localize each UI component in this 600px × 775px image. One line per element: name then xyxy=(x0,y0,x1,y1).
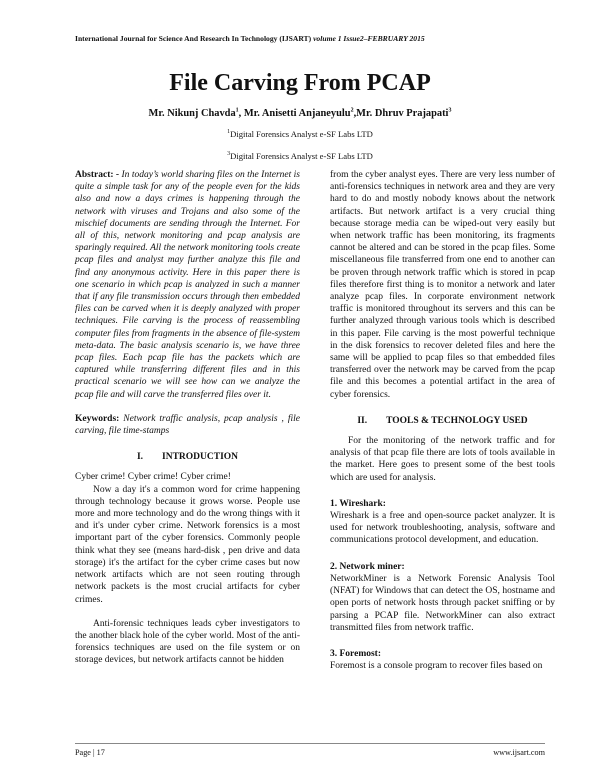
tools-intro: For the monitoring of the network traffic and for analysis of that pcap file there are lots of tools available in the market. Here goes to present some of the best tools which are used for analysis. xyxy=(330,436,555,483)
footer-divider xyxy=(75,743,545,744)
paper-title: File Carving From PCAP xyxy=(169,70,431,96)
journal-issue: volume 1 Issue2–FEBRUARY 2015 xyxy=(313,34,425,43)
affiliation-1: $^1$Digital Forensics Analyst e-SF Labs LTD xyxy=(227,129,373,139)
tool-1-title: 1. Wireshark: xyxy=(330,498,386,509)
keywords xyxy=(75,413,300,437)
affiliation-3: $^3$Digital Forensics Analyst e-SF Labs LTD xyxy=(227,151,373,161)
page-number: Page | 17 xyxy=(75,748,105,757)
author-1-sup: 1 xyxy=(235,107,239,114)
author-3: Mr. Dhruv Prajapati xyxy=(356,108,449,119)
footer-url: www.ijsart.com xyxy=(493,748,545,757)
tool-1-text: Wireshark is a free and open-source packet analyzer. It is used for network troubleshooting, analysis, software and communications protocol development, and education. xyxy=(330,511,555,546)
abstract-text: In today’s world sharing files on the Internet is quite a simple task for any of the people even for the kids also and now a days crimes is happening through the network with viruses and Trojans and also some of the mischief documents are sending through the Internet. For all of this, network monitoring and pcap analysis are sparingly required. All the network monitoring tools create pcap files and analyst may further analyze this file and find any anonymous activity. Here in this paper there is one scenario in which pcap is analyzed in such a manner that if any file transmission occurs through then embedded files can be carved when it is deeply analyzed with proper techniques. File carving is the process of reassembling computer files from fragments in the absence of file-system meta-data. The basic analysis scenario is, we have three pcap files. Each pcap file has the packets which are captured while transferring different files and in this practical scenario we will see how can we analyze the pcap file and will carve the transferred files over it. xyxy=(75,170,300,400)
left-column xyxy=(75,169,300,667)
journal-header xyxy=(75,34,545,43)
abstract xyxy=(75,169,300,401)
author-2: Mr. Anisetti Anjaneyulu xyxy=(243,108,351,119)
author-2-sup: 2 xyxy=(350,107,354,114)
author-list: Mr. Nikunj Chavda$^1$, Mr. Anisetti Anjaneyulu$^2$,Mr. Dhruv Prajapati$^3$ xyxy=(148,107,452,119)
tool-3-text: Foremost is a console program to recover files based on xyxy=(330,661,543,672)
journal-name: International Journal for Science And Research In Technology (IJSART) xyxy=(75,34,312,43)
tool-3-title: 3. Foremost: xyxy=(330,648,382,659)
right-column xyxy=(330,169,555,672)
tool-2-title: 2. Network miner: xyxy=(330,561,405,572)
intro-continued: from the cyber analyst eyes. There are very less number of anti-forensics techniques in network area and they are very hard to do and mostly nobody knows about the network artifacts. But network artifact is a very crucial thing because storage media can be wiped-out very easily but when network traffic has been monitoring, its fragments cannot be altered and can be stored in the pcap files. Some miscellaneous file transferred from one end to another can be proven through network traffic which is stored in pcap files therefore first thing is to monitor a network and later analyze pcap files. In corporate environment network traffic is monitored throughout its servers and this can be further analyzed through various tools which is described in this paper. File carving is the most powerful technique in the disk forensics to recover deleted files and here the same will be applied to pcap files so that embedded files transferred over the network may be carved from the pcap file and this becomes a potential artifact in the area of cyber forensics. xyxy=(330,170,555,400)
author-1: Mr. Nikunj Chavda xyxy=(148,108,236,119)
author-3-sup: 3 xyxy=(448,107,452,114)
section-1-heading: I. INTRODUCTION xyxy=(136,452,239,463)
intro-paragraph-1: Now a day it's a common word for crime happening through technology because it grows worse. People use more and more technology and do the wrong things with it and it's under cyber crime. Network forensics is a most important part of the cyber forensics. Commonly people think what they see (means hard-disk , pen drive and data storage) it's the artifact for the cyber crime cases but now network artifacts which are not seen routing through network packets is the most crucial artifacts for cyber crimes. xyxy=(75,484,300,605)
tool-2-text: NetworkMiner is a Network Forensic Analysis Tool (NFAT) for Windows that can detect the OS, hostname and open ports of network hosts through packet sniffing or by parsing a PCAP file. NetworkMiner can also extract transmitted files from network traffic. xyxy=(330,573,555,633)
intro-paragraph-2: Anti-forensic techniques leads cyber investigators to the another black hole of the cyber world. Most of the anti-forensics techniques are used on the file system or on storage devices, but network artifacts cannot be hidden xyxy=(75,618,300,666)
keywords-text: Network traffic analysis, pcap analysis , file carving, file time-stamps xyxy=(75,413,300,437)
intro-exclaim: Cyber crime! Cyber crime! Cyber crime! xyxy=(75,472,231,483)
section-2-heading: II. TOOLS & TECHNOLOGY USED xyxy=(357,415,528,426)
keywords-label: Keywords: xyxy=(75,413,120,424)
abstract-label: Abstract: - xyxy=(75,170,120,180)
